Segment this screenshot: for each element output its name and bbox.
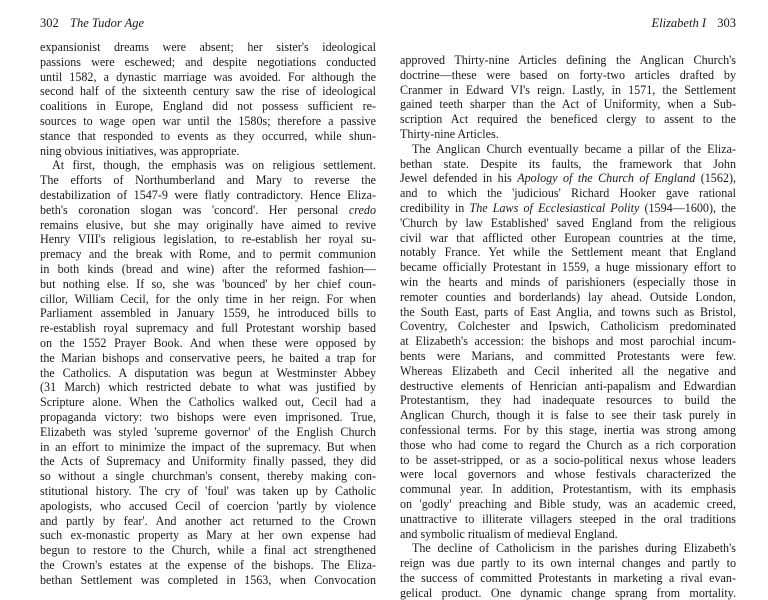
text-line: unattractive to illiterate villagers steeped in the oral traditions [400,511,736,526]
text-line: premacy and the break with Rome, and to permit communion [40,247,376,262]
running-head: Elizabeth I [651,16,706,30]
text-line: beth's coronation slogan was 'concord'. Her personal credo [40,202,376,217]
paragraph [400,142,736,542]
text-line: sources to wage open war until the 1580s; therefore a passive [40,113,376,128]
right-page-body [400,53,736,600]
text-line: but nothing else. If so, she was 'bounced' by her chief coun- [40,276,376,291]
text-line: cillor, William Cecil, for the only time in her reign. For when [40,291,376,306]
text-line: on the 1552 Prayer Book. And when these were opposed by [40,335,376,350]
text-line: Scripture alone. When the Catholics walked out, Cecil had a [40,395,376,410]
left-page-body [40,40,376,587]
text-line: doctrine—these were based on forty-two articles drafted by [400,67,736,82]
running-head: The Tudor Age [70,16,145,30]
text-line: Anglican Church, though it is false to see their task purely in [400,408,736,423]
text-line: apologists, who accused Cecil of coercion 'partly by violence [40,498,376,513]
text-line: Parliament assembled in January 1559, he introduced bills to [40,306,376,321]
text-line: the Acts of Supremacy and Uniformity finally passed, they did [40,454,376,469]
text-line: destabilization of 1547-9 were flatly contradictory. Hence Eliza- [40,187,376,202]
left-page-header [40,16,376,36]
paragraph [400,53,736,142]
text-line: to be asset-stripped, or as a socio-political nexus whose leaders [400,452,736,467]
text-line: begun to restore to the Church, while a final act strengthened [40,543,376,558]
text-line: coalitions in Europe, England did not possess sufficient re- [40,99,376,114]
paragraph [40,158,376,587]
text-line: the Crown's estates at the expense of the bishops. The Eliza- [40,557,376,572]
text-line: the South East, parts of East Anglia, and towns such as Bristol, [400,304,736,319]
text-line: those who had come to regard the Church as a rich corporation [400,437,736,452]
text-line: bethan state. Despite its faults, the framework that John [400,156,736,171]
text-line: confessional terms. For by this stage, inertia was strong among [400,422,736,437]
text-line: gained teeth sharper than the Act of Uniformity, when a Sub- [400,97,736,112]
text-line: Cranmer in Edward VI's reign. Lastly, in 1571, the Settlement [400,82,736,97]
text-line: the Catholics. A disputation was begun at Westminster Abbey [40,365,376,380]
text-line: until 1582, a dynastic marriage was avoided. For although the [40,69,376,84]
text-line: scription Act required the beneficed clergy to assent to the [400,112,736,127]
text-line: The efforts of Northumberland and Mary to reverse the [40,173,376,188]
text-line: At first, though, the emphasis was on religious settlement. [52,158,376,173]
text-line: ning obvious initiatives, was appropriate. [40,143,240,158]
text-line: remains elusive, but she may originally have aimed to revive [40,217,376,232]
text-line: stance that responded to events as they occurred, while shun- [40,128,376,143]
text-line: approved Thirty-nine Articles defining the Anglican Church's [400,53,736,67]
text-line: civil war that afflicted other European countries at the time, [400,230,736,245]
text-line: reign was due partly to its own internal changes and partly to [400,556,736,571]
text-line: Elizabeth was styled 'supreme governor' of the English Church [40,424,376,439]
text-line: Protestantism, they had inadequate resources to build the [400,393,736,408]
text-line: such ex-monastic property as Mary at her own expense had [40,528,376,543]
page-number: 303 [717,16,736,30]
text-line: and partly by fear'. And another act returned to the Crown [40,513,376,528]
text-line: 'Church by law Established' saved England from the religious [400,215,736,230]
text-line: The Anglican Church eventually became a pillar of the Eliza- [412,141,736,156]
text-line: expansionist dreams were absent; her sister's ideological [40,40,376,54]
text-line: second half of the sixteenth century saw the rise of ideological [40,84,376,99]
text-line: the success of committed Protestants in marketing a rival evan- [400,570,736,585]
left-page [40,16,376,587]
text-line: destructive elements of Henrician anti-papalism and Edwardian [400,378,736,393]
text-line: at Elizabeth's accession: the bishops and most parochial incum- [400,334,736,349]
text-line: notably France. Yet while the Settlement meant that England [400,245,736,260]
text-line: Thirty-nine Articles. [400,126,499,141]
text-line: Whereas Elizabeth and Cecil inherited all the negative and [400,363,736,378]
right-page-header [400,16,736,36]
right-page [400,16,736,600]
text-line: Henry VIII's religious legislation, to re-establish her royal su- [40,232,376,247]
text-line: The decline of Catholicism in the parishes during Elizabeth's [412,541,736,556]
text-line: Coventry, Colchester and Ipswich, Catholicism predominated [400,319,736,334]
text-line: propaganda victory: two bishops were even imprisoned. True, [40,409,376,424]
text-line: stitutional history. The cry of 'foul' was taken up by Catholic [40,483,376,498]
text-line: communal year. In addition, Protestantism, with its emphasis [400,482,736,497]
text-line: Jewel defended in his Apology of the Church of England (1562), [400,171,736,186]
text-line: and symbolic ritualism of medieval England. [400,526,618,541]
text-line: credibility in The Laws of Ecclesiastical Polity (1594—1600), the [400,200,736,215]
paragraph [400,541,736,600]
text-line: so without a single churchman's consent, thereby making con- [40,469,376,484]
text-line: in an effort to minimize the impact of the supremacy. But when [40,439,376,454]
text-line: win the hearts and minds of parishioners (especially those in [400,274,736,289]
text-line: became officially Protestant in 1559, a huge missionary effort to [400,260,736,275]
text-line: on 'godly' preaching and Bible study, was an academic creed, [400,496,736,511]
text-line: bents were Marians, and committed Protestants were few. [400,348,736,363]
text-line: re-establish royal supremacy and full Protestant worship based [40,321,376,336]
text-line: and to which the 'judicious' Richard Hooker gave rational [400,186,736,201]
text-line: gelical product. One dynamic change sprang from mortality. [400,585,736,600]
text-line: passions were eschewed; and despite negotiations conducted [40,54,376,69]
paragraph [40,40,376,158]
text-line: the Marian bishops and conservative peers, he baited a trap for [40,350,376,365]
text-line: remoter counties and borderlands) lay ahead. Outside London, [400,289,736,304]
text-line: (31 March) which restricted debate to what was justified by [40,380,376,395]
page-number: 302 [40,16,59,30]
text-line: were local governors and whose festivals characterized the [400,467,736,482]
text-line: in both kinds (bread and wine) after the reformed fashion— [40,261,376,276]
text-line: bethan Settlement was completed in 1563, when Convocation [40,572,376,587]
